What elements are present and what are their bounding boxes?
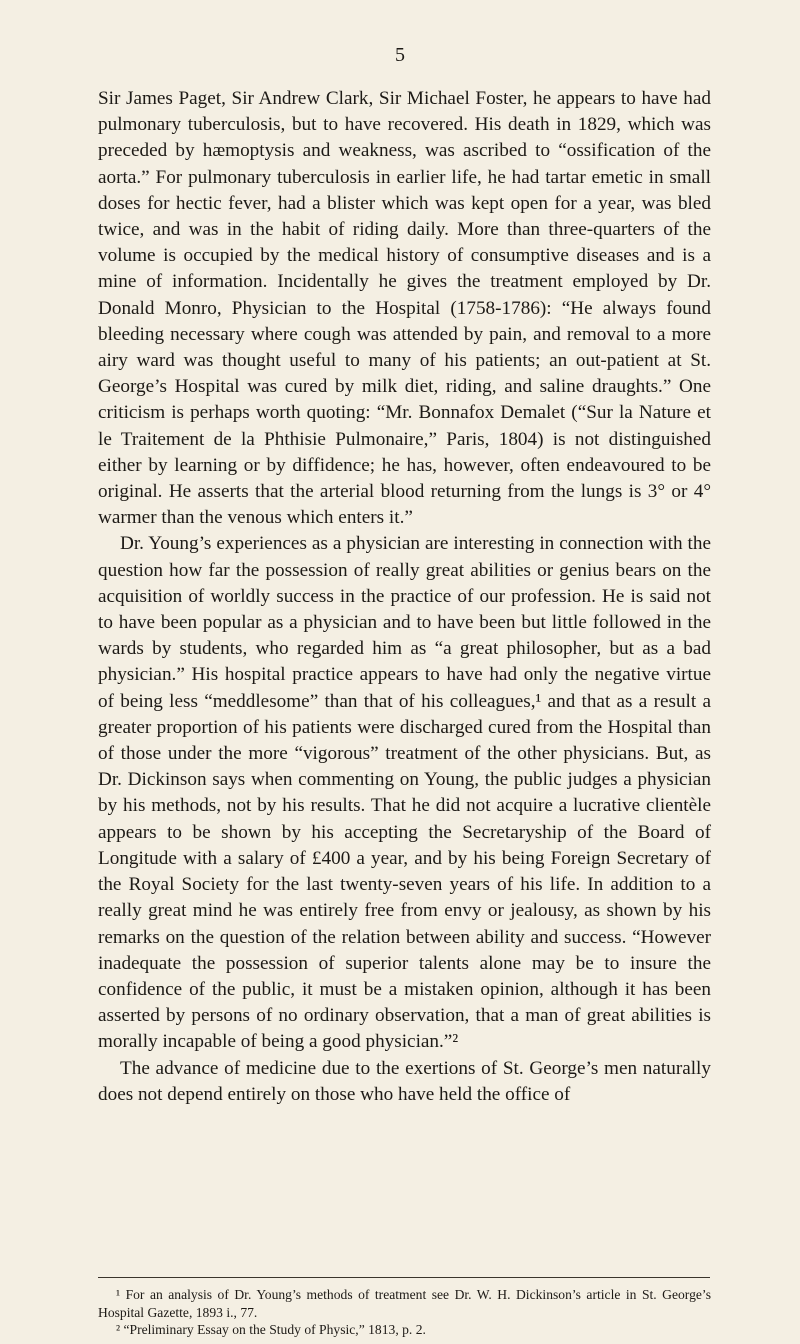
footnote-divider bbox=[98, 1277, 710, 1278]
body-text bbox=[98, 86, 711, 1108]
footnote-1: ¹ For an analysis of Dr. Young’s methods of treatment see Dr. W. H. Dickinson’s article in St. George’s Hospital Gazette, 1893 i., 77. bbox=[98, 1287, 711, 1320]
footnote-2: ² “Preliminary Essay on the Study of Physic,” 1813, p. 2. bbox=[116, 1322, 426, 1337]
paragraph-3: The advance of medicine due to the exertions of St. George’s men naturally does not depend entirely on those who have held the office of bbox=[98, 1057, 711, 1105]
paragraph-1: Sir James Paget, Sir Andrew Clark, Sir Michael Foster, he appears to have had pulmonary tuberculosis, but to have recovered. His death in 1829, which was preceded by hæmoptysis and weakness, was ascribed to “ossification of the aorta.” For pulmonary tuberculosis in earlier life, he had tartar emetic in small doses for hectic fever, had a blister which was kept open for a year, was bled twice, and was in the habit of riding daily. More than three-quarters of the volume is occupied by the medical history of consumptive diseases and is a mine of information. Incidentally he gives the treatment employed by Dr. Donald Monro, Physician to the Hospital (1758-1786): “He always found bleeding necessary where cough was attended by pain, and removal to a more airy ward was thought useful to many of his patients; an out-patient at St. George’s Hospital was cured by milk diet, riding, and saline draughts.” One criticism is perhaps worth quoting: “Mr. Bonnafox Demalet (“Sur la Nature et le Traitement de la Phthisie Pulmonaire,” Paris, 1804) is not distinguished either by learning or by diffidence; he has, however, often endeavoured to be original. He asserts that the arterial blood returning from the lungs is 3° or 4° warmer than the venous which enters it.” bbox=[98, 88, 711, 529]
page-number: 5 bbox=[395, 44, 405, 66]
paragraph-2: Dr. Young’s experiences as a physician are interesting in connection with the question how far the possession of really great abilities or genius bears on the acquisition of worldly success in the practice of our profession. He is said not to have been popular as a physician and to have been but little followed in the wards by students, who regarded him as “a great philosopher, but as a bad physician.” His hospital practice appears to have had only the negative virtue of being less “meddlesome” than that of his colleagues,¹ and that as a result a greater proportion of his patients were discharged cured from the Hospital than of those under the more “vigorous” treatment of the other physicians. But, as Dr. Dickinson says when commenting on Young, the public judges a physician by his methods, not by his results. That he did not acquire a lucrative clientèle appears to be shown by his accepting the Secretaryship of the Board of Longitude with a salary of £400 a year, and by his being Foreign Secretary of the Royal Society for the last twenty-seven years of his life. In addition to a really great mind he was entirely free from envy or jealousy, as shown by his remarks on the question of the relation between ability and success. “However inadequate the possession of superior talents alone may be to insure the confidence of the public, it must be a mistaken opinion, although it has been asserted by persons of no ordinary observation, that a man of great abilities is morally incapable of being a good physician.”² bbox=[98, 533, 711, 1053]
footnotes bbox=[98, 1286, 711, 1339]
